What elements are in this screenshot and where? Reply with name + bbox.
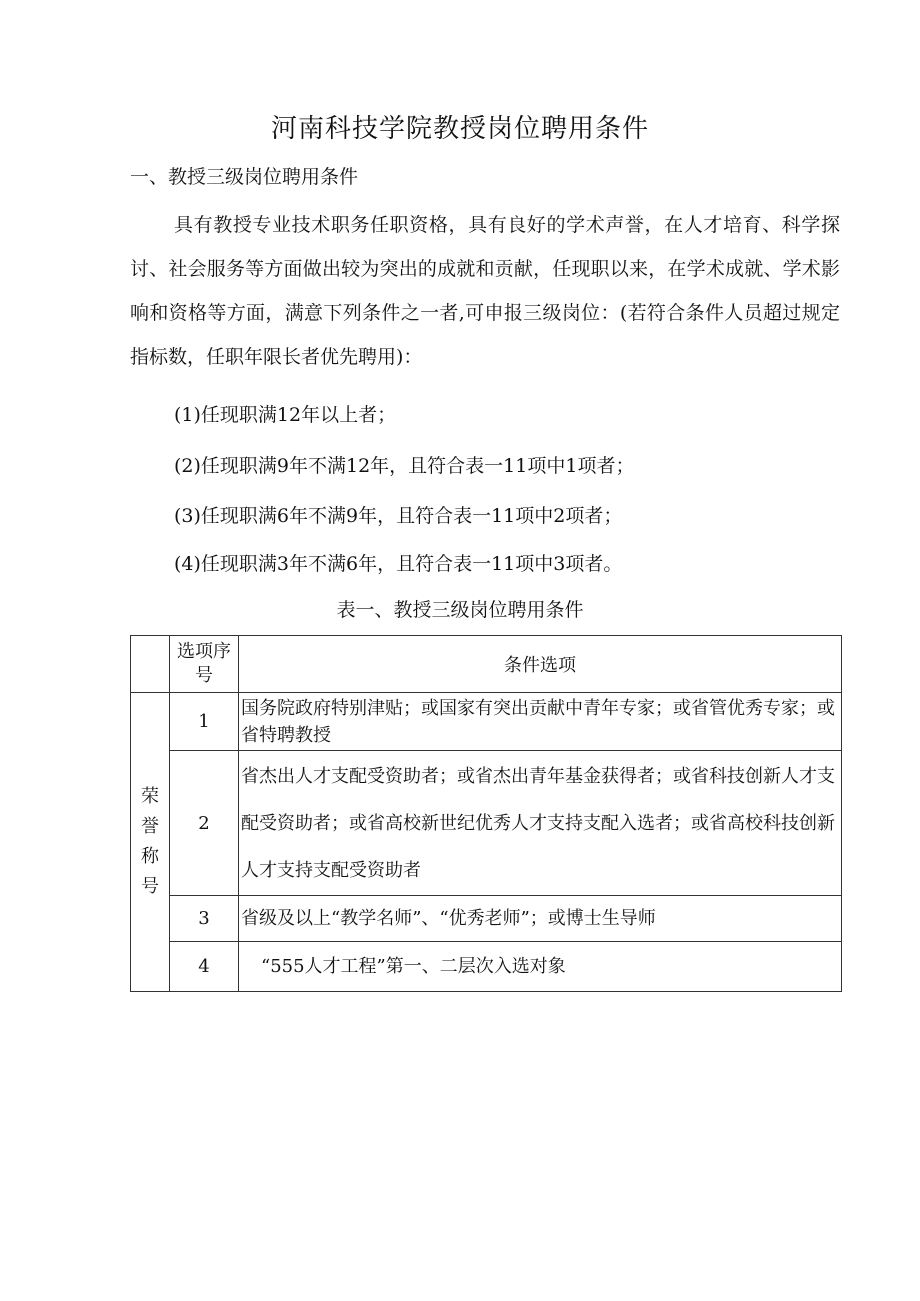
table-header-row bbox=[131, 636, 842, 693]
row-option-cell: 省杰出人才支配受资助者；或省杰出青年基金获得者；或省科技创新人才支配受资助者；或省高校新世纪优秀人才支持支配入选者；或省高校科技创新人才支持支配受资助者 bbox=[239, 751, 842, 896]
condition-item-2: (2)任现职满9年不满12年，且符合表一11项中1项者； bbox=[174, 455, 635, 477]
condition-item-4: (4)任现职满3年不满6年，且符合表一11项中3项者。 bbox=[174, 553, 623, 575]
table-row bbox=[131, 942, 842, 992]
row-option-cell: “555人才工程”第一、二层次入选对象 bbox=[239, 942, 842, 992]
row-number-cell: 2 bbox=[170, 751, 239, 896]
condition-item-3: (3)任现职满6年不满9年，且符合表一11项中2项者； bbox=[174, 505, 623, 527]
header-option-cell: 条件选项 bbox=[239, 636, 842, 693]
category-label: 荣誉称号 bbox=[141, 786, 159, 897]
conditions-table bbox=[130, 635, 842, 992]
row-option-cell: 国务院政府特别津贴；或国家有突出贡献中青年专家；或省管优秀专家；或省特聘教授 bbox=[239, 693, 842, 751]
table-row bbox=[131, 896, 842, 942]
condition-item-1: (1)任现职满12年以上者； bbox=[174, 404, 397, 426]
table-row bbox=[131, 751, 842, 896]
header-category-cell bbox=[131, 636, 170, 693]
row-number-cell: 1 bbox=[170, 693, 239, 751]
section-heading: 一、教授三级岗位聘用条件 bbox=[130, 166, 359, 188]
page-title: 河南科技学院教授岗位聘用条件 bbox=[270, 114, 649, 144]
row-option-cell: 省级及以上“教学名师”、“优秀老师”；或博士生导师 bbox=[239, 896, 842, 942]
table-caption: 表一、教授三级岗位聘用条件 bbox=[336, 599, 584, 621]
intro-paragraph: 具有教授专业技术职务任职资格，具有良好的学术声誉，在人才培育、科学探讨、社会服务等方面做出较为突出的成就和贡献，任现职以来，在学术成就、学术影响和资格等方面，满意下列条件之一者,可申报三级岗位：(若符合条件人员超过规定指标数，任职年限长者优先聘用)： bbox=[130, 214, 840, 368]
row-number-cell: 3 bbox=[170, 896, 239, 942]
header-number-cell: 选项序号 bbox=[170, 636, 239, 693]
row-number-cell: 4 bbox=[170, 942, 239, 992]
category-cell bbox=[131, 693, 170, 992]
table-row bbox=[131, 693, 842, 751]
